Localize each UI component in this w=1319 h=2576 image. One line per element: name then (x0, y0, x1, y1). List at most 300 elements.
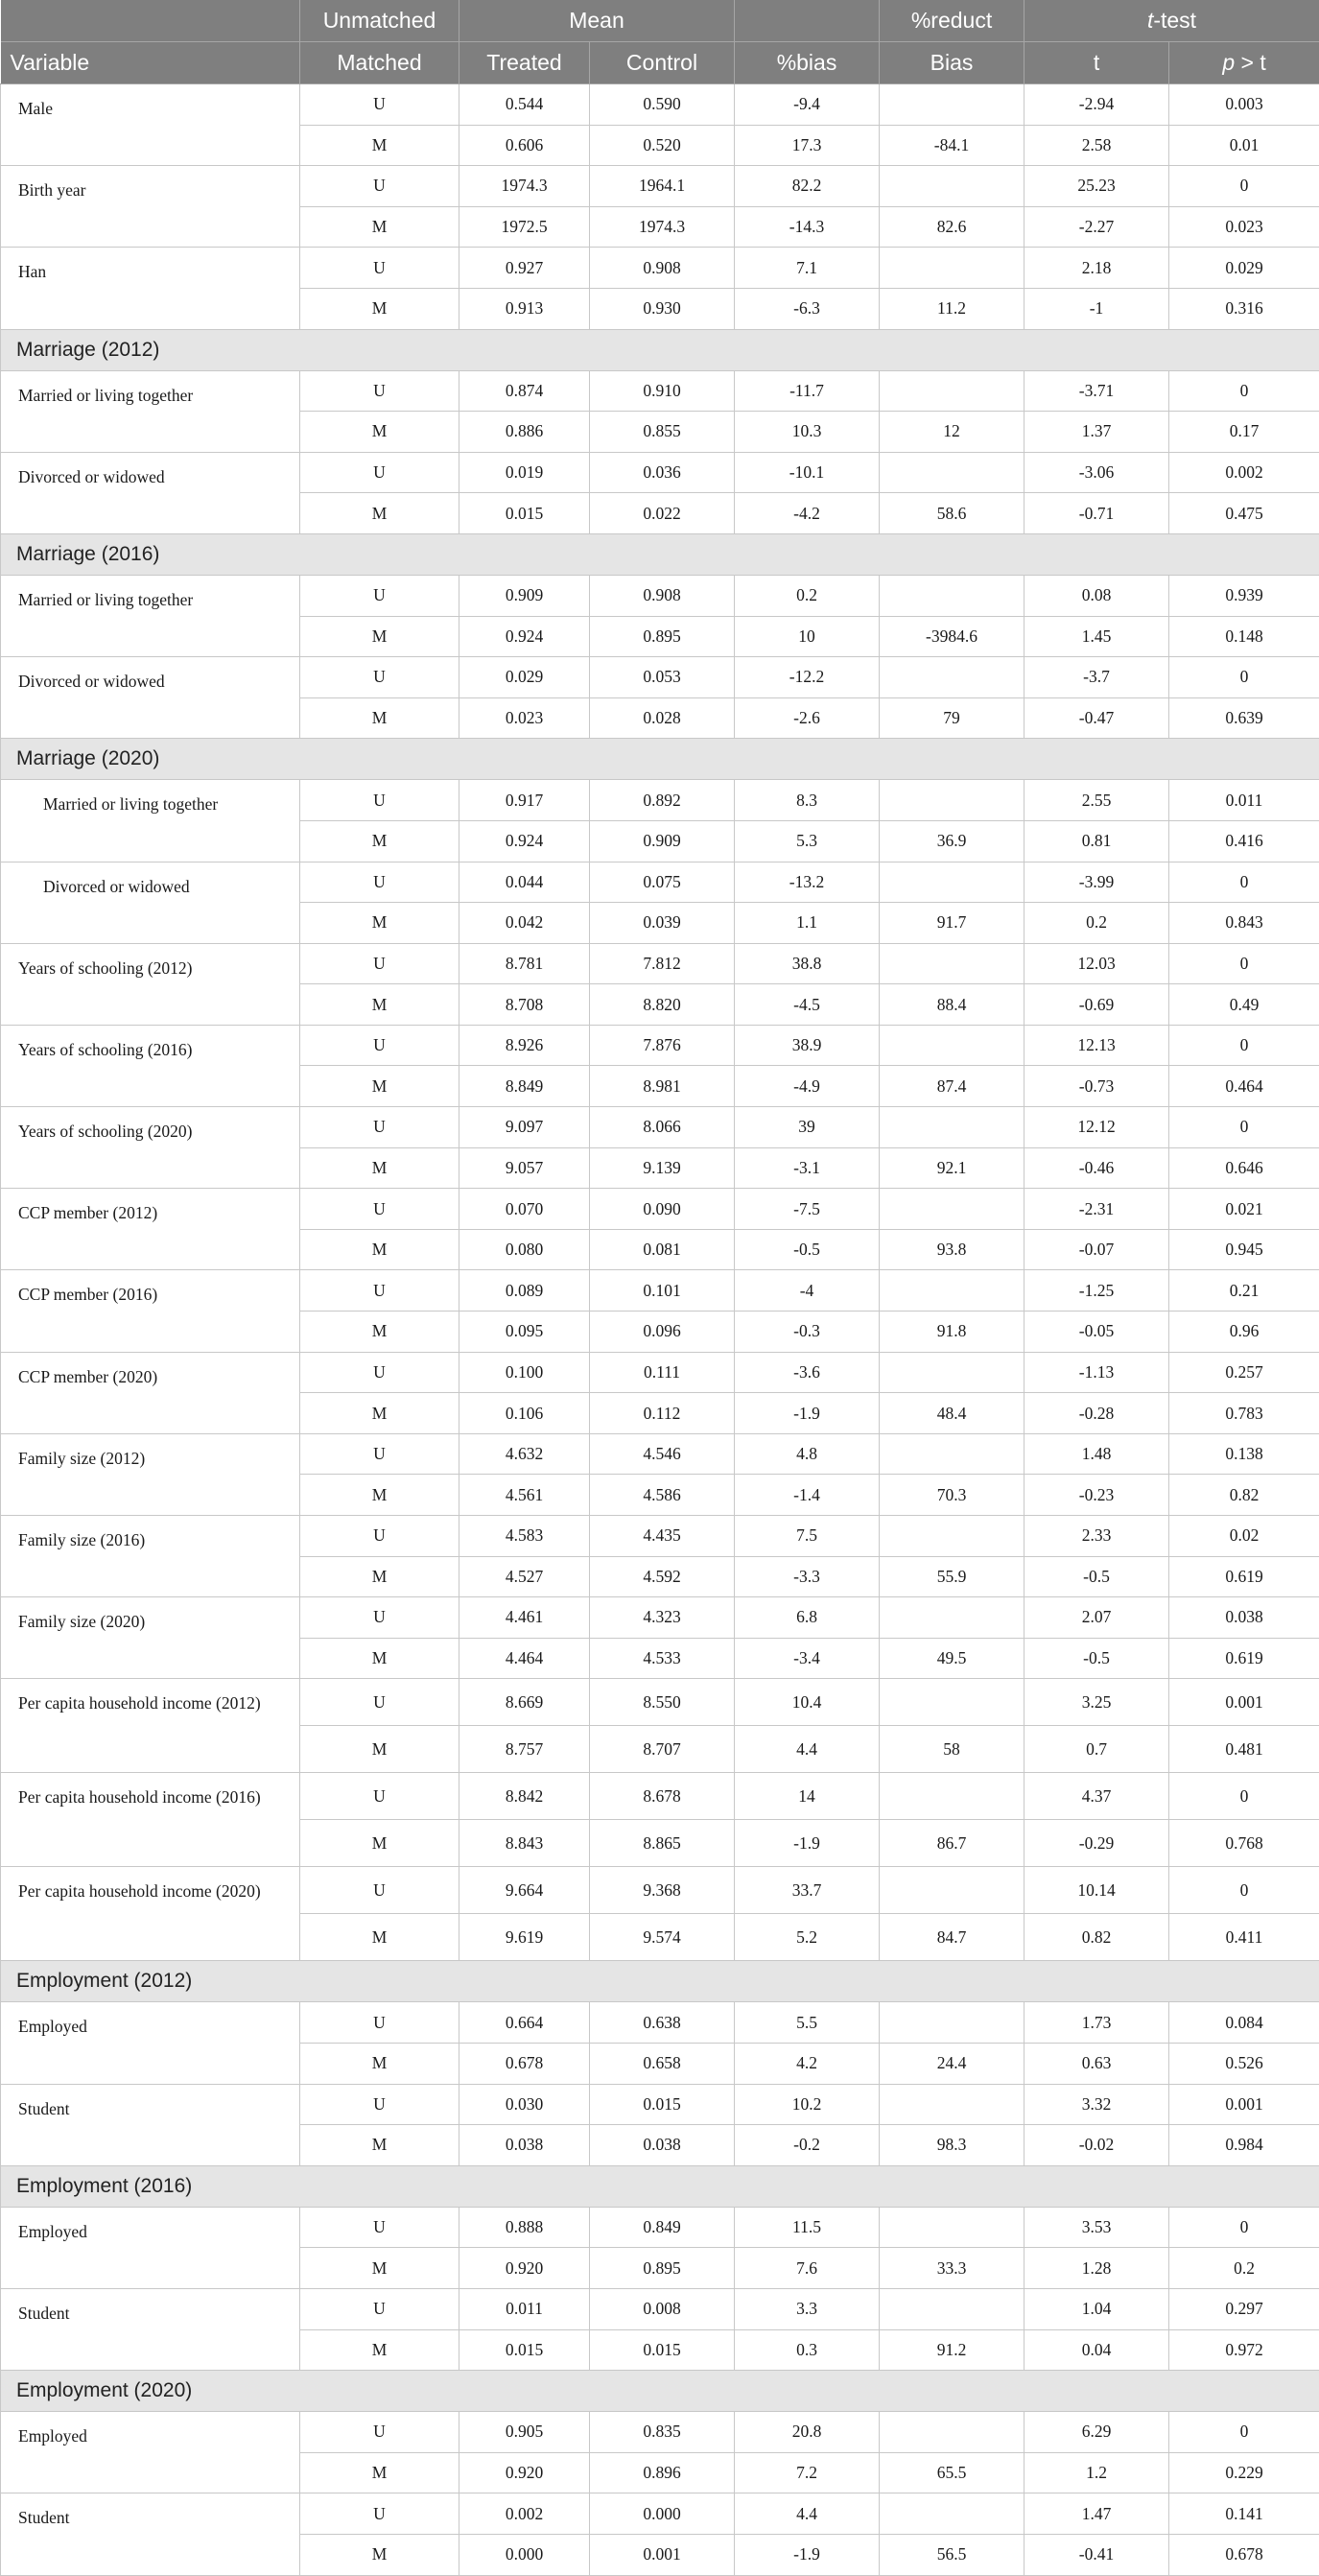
matched-flag: M (300, 2248, 459, 2289)
control-mean: 0.638 (590, 2002, 735, 2044)
header-unmatched: Unmatched (300, 0, 459, 42)
matched-flag: U (300, 452, 459, 493)
control-mean: 4.533 (590, 1638, 735, 1679)
p-value: 0.678 (1169, 2534, 1319, 2575)
treated-mean: 0.000 (459, 2534, 590, 2575)
pct-bias: -14.3 (735, 206, 880, 248)
t-stat: -3.99 (1025, 862, 1169, 903)
pct-bias: 0.2 (735, 575, 880, 616)
p-value: 0.038 (1169, 1597, 1319, 1639)
pct-bias: 10.3 (735, 412, 880, 453)
t-stat: 0.7 (1025, 1726, 1169, 1773)
treated-mean: 4.464 (459, 1638, 590, 1679)
control-mean: 8.707 (590, 1726, 735, 1773)
pct-reduct-bias (880, 2002, 1025, 2044)
pct-reduct-bias (880, 166, 1025, 207)
control-mean: 0.909 (590, 820, 735, 862)
control-mean: 0.895 (590, 2248, 735, 2289)
pct-bias: -4.2 (735, 493, 880, 534)
control-mean: 0.022 (590, 493, 735, 534)
matched-flag: U (300, 657, 459, 698)
t-stat: 3.53 (1025, 2207, 1169, 2248)
control-mean: 0.000 (590, 2493, 735, 2535)
treated-mean: 9.057 (459, 1147, 590, 1189)
treated-mean: 0.606 (459, 125, 590, 166)
pct-bias: -1.9 (735, 1820, 880, 1867)
pct-reduct-bias: 92.1 (880, 1147, 1025, 1189)
t-stat: 4.37 (1025, 1773, 1169, 1820)
pct-bias: 4.4 (735, 2493, 880, 2535)
t-stat: 1.73 (1025, 2002, 1169, 2044)
treated-mean: 0.664 (459, 2002, 590, 2044)
pct-bias: 4.8 (735, 1433, 880, 1475)
control-mean: 0.038 (590, 2125, 735, 2166)
matched-flag: M (300, 2452, 459, 2493)
control-mean: 4.586 (590, 1475, 735, 1516)
p-value: 0.003 (1169, 84, 1319, 126)
treated-mean: 9.097 (459, 1107, 590, 1148)
t-stat: 25.23 (1025, 166, 1169, 207)
t-stat: 12.13 (1025, 1025, 1169, 1066)
pct-reduct-bias (880, 1867, 1025, 1914)
variable-name: Years of schooling (2020) (1, 1107, 300, 1189)
control-mean: 4.323 (590, 1597, 735, 1639)
pct-bias: 3.3 (735, 2288, 880, 2329)
p-value: 0 (1169, 2412, 1319, 2453)
pct-bias: -4.5 (735, 984, 880, 1026)
t-stat: -2.94 (1025, 84, 1169, 126)
t-stat: 6.29 (1025, 2412, 1169, 2453)
treated-mean: 8.708 (459, 984, 590, 1026)
control-mean: 8.820 (590, 984, 735, 1026)
treated-mean: 0.874 (459, 370, 590, 412)
variable-name: Divorced or widowed (1, 657, 300, 739)
pct-reduct-bias (880, 1679, 1025, 1726)
pct-reduct-bias (880, 2207, 1025, 2248)
treated-mean: 0.886 (459, 412, 590, 453)
matched-flag: M (300, 1914, 459, 1961)
section-row (1, 739, 1319, 780)
matched-flag: U (300, 2288, 459, 2329)
pct-bias: -1.9 (735, 2534, 880, 2575)
pct-reduct-bias: 65.5 (880, 2452, 1025, 2493)
pct-reduct-bias: 86.7 (880, 1820, 1025, 1867)
pct-reduct-bias: 91.7 (880, 903, 1025, 944)
matched-flag: M (300, 1066, 459, 1107)
matched-flag: U (300, 1107, 459, 1148)
variable-name: Employed (1, 2207, 300, 2288)
treated-mean: 0.920 (459, 2248, 590, 2289)
p-value: 0 (1169, 370, 1319, 412)
pct-reduct-bias (880, 1107, 1025, 1148)
p-value: 0.526 (1169, 2043, 1319, 2084)
p-value: 0.475 (1169, 493, 1319, 534)
pct-bias: 17.3 (735, 125, 880, 166)
pct-bias: 82.2 (735, 166, 880, 207)
control-mean: 0.111 (590, 1352, 735, 1393)
matched-flag: U (300, 84, 459, 126)
pct-reduct-bias: 91.8 (880, 1312, 1025, 1353)
pct-bias: 7.2 (735, 2452, 880, 2493)
section-label: Marriage (2020) (1, 739, 1319, 780)
t-stat: 2.33 (1025, 1516, 1169, 1557)
matched-flag: M (300, 984, 459, 1026)
header-row-2 (1, 42, 1319, 84)
table-row (1, 1352, 1319, 1393)
p-value: 0.939 (1169, 575, 1319, 616)
treated-mean: 0.019 (459, 452, 590, 493)
t-stat: -0.5 (1025, 1556, 1169, 1597)
p-value: 0 (1169, 1867, 1319, 1914)
pct-bias: 4.4 (735, 1726, 880, 1773)
section-label: Marriage (2012) (1, 329, 1319, 370)
t-stat: 0.08 (1025, 575, 1169, 616)
treated-mean: 8.757 (459, 1726, 590, 1773)
treated-mean: 0.909 (459, 575, 590, 616)
t-stat: 1.37 (1025, 412, 1169, 453)
pct-bias: 0.3 (735, 2329, 880, 2371)
control-mean: 0.112 (590, 1393, 735, 1434)
p-value: 0 (1169, 1107, 1319, 1148)
pct-reduct-bias (880, 1352, 1025, 1393)
control-mean: 4.435 (590, 1516, 735, 1557)
p-value: 0.001 (1169, 2084, 1319, 2125)
pct-reduct-bias (880, 1597, 1025, 1639)
header-blank-cell (1, 0, 300, 42)
control-mean: 9.139 (590, 1147, 735, 1189)
control-mean: 0.896 (590, 2452, 735, 2493)
control-mean: 8.550 (590, 1679, 735, 1726)
treated-mean: 8.842 (459, 1773, 590, 1820)
p-value: 0.96 (1169, 1312, 1319, 1353)
header-reduct: %reduct (880, 0, 1025, 42)
matched-flag: M (300, 697, 459, 739)
table-row (1, 2084, 1319, 2125)
treated-mean: 0.905 (459, 2412, 590, 2453)
control-mean: 0.081 (590, 1229, 735, 1270)
control-mean: 0.908 (590, 248, 735, 289)
header-mean: Mean (459, 0, 735, 42)
pct-reduct-bias (880, 862, 1025, 903)
control-mean: 0.895 (590, 616, 735, 657)
pct-bias: -9.4 (735, 84, 880, 126)
treated-mean: 0.011 (459, 2288, 590, 2329)
pct-bias: -2.6 (735, 697, 880, 739)
header-ttest (1025, 0, 1319, 42)
pct-bias: 7.5 (735, 1516, 880, 1557)
control-mean: 9.574 (590, 1914, 735, 1961)
header-variable: Variable (1, 42, 300, 84)
pct-reduct-bias (880, 1433, 1025, 1475)
variable-name: Per capita household income (2012) (1, 1679, 300, 1773)
pct-reduct-bias: 24.4 (880, 2043, 1025, 2084)
treated-mean: 0.080 (459, 1229, 590, 1270)
t-stat: -0.73 (1025, 1066, 1169, 1107)
treated-mean: 0.920 (459, 2452, 590, 2493)
control-mean: 4.546 (590, 1433, 735, 1475)
table-row (1, 2288, 1319, 2329)
p-value: 0.646 (1169, 1147, 1319, 1189)
pct-reduct-bias: 49.5 (880, 1638, 1025, 1679)
matched-flag: M (300, 1229, 459, 1270)
t-stat: 0.82 (1025, 1914, 1169, 1961)
variable-name: Han (1, 248, 300, 329)
p-value: 0 (1169, 657, 1319, 698)
variable-name: CCP member (2012) (1, 1189, 300, 1270)
section-row (1, 329, 1319, 370)
pct-bias: 10.2 (735, 2084, 880, 2125)
pct-bias: 1.1 (735, 903, 880, 944)
pct-reduct-bias (880, 1516, 1025, 1557)
pct-reduct-bias: 58 (880, 1726, 1025, 1773)
section-row (1, 2165, 1319, 2207)
p-value: 0 (1169, 166, 1319, 207)
header-p-italic: p (1222, 50, 1235, 75)
t-stat: -0.41 (1025, 2534, 1169, 2575)
p-value: 0.148 (1169, 616, 1319, 657)
t-stat: 0.04 (1025, 2329, 1169, 2371)
matched-flag: U (300, 1433, 459, 1475)
matched-flag: M (300, 2043, 459, 2084)
p-value: 0 (1169, 943, 1319, 984)
pct-reduct-bias: 12 (880, 412, 1025, 453)
treated-mean: 0.678 (459, 2043, 590, 2084)
variable-name: Years of schooling (2012) (1, 943, 300, 1025)
t-stat: -1 (1025, 288, 1169, 329)
control-mean: 1964.1 (590, 166, 735, 207)
p-value: 0.49 (1169, 984, 1319, 1026)
section-row (1, 1961, 1319, 2002)
treated-mean: 0.023 (459, 697, 590, 739)
variable-name: Employed (1, 2412, 300, 2493)
matched-flag: M (300, 903, 459, 944)
treated-mean: 4.527 (459, 1556, 590, 1597)
t-stat: 10.14 (1025, 1867, 1169, 1914)
table-row (1, 657, 1319, 698)
pct-bias: -11.7 (735, 370, 880, 412)
treated-mean: 0.030 (459, 2084, 590, 2125)
control-mean: 7.812 (590, 943, 735, 984)
pct-reduct-bias (880, 1189, 1025, 1230)
t-stat: -3.7 (1025, 657, 1169, 698)
treated-mean: 0.927 (459, 248, 590, 289)
control-mean: 0.008 (590, 2288, 735, 2329)
pct-bias: -1.4 (735, 1475, 880, 1516)
treated-mean: 4.461 (459, 1597, 590, 1639)
table-row (1, 1867, 1319, 1914)
pct-bias: -3.3 (735, 1556, 880, 1597)
pct-bias: -3.1 (735, 1147, 880, 1189)
p-value: 0.023 (1169, 206, 1319, 248)
pct-bias: -0.2 (735, 2125, 880, 2166)
matched-flag: M (300, 493, 459, 534)
matched-flag: U (300, 780, 459, 821)
table-row (1, 575, 1319, 616)
pct-reduct-bias: 55.9 (880, 1556, 1025, 1597)
control-mean: 0.039 (590, 903, 735, 944)
treated-mean: 0.042 (459, 903, 590, 944)
control-mean: 8.981 (590, 1066, 735, 1107)
pct-reduct-bias: 88.4 (880, 984, 1025, 1026)
matched-flag: M (300, 2534, 459, 2575)
header-ttest-rest: -test (1153, 8, 1196, 33)
treated-mean: 8.843 (459, 1820, 590, 1867)
section-row (1, 2371, 1319, 2412)
table-row (1, 1433, 1319, 1475)
table-row (1, 452, 1319, 493)
pct-bias: 5.3 (735, 820, 880, 862)
treated-mean: 9.664 (459, 1867, 590, 1914)
matched-flag: M (300, 1820, 459, 1867)
variable-name: Student (1, 2084, 300, 2165)
table-row (1, 370, 1319, 412)
variable-name: Birth year (1, 166, 300, 248)
pct-reduct-bias: 56.5 (880, 2534, 1025, 2575)
table-row (1, 248, 1319, 289)
p-value: 0.481 (1169, 1726, 1319, 1773)
control-mean: 8.066 (590, 1107, 735, 1148)
p-value: 0.2 (1169, 2248, 1319, 2289)
t-stat: -0.28 (1025, 1393, 1169, 1434)
pct-reduct-bias: 82.6 (880, 206, 1025, 248)
pct-bias: -10.1 (735, 452, 880, 493)
p-value: 0.229 (1169, 2452, 1319, 2493)
pct-reduct-bias: 87.4 (880, 1066, 1025, 1107)
control-mean: 0.892 (590, 780, 735, 821)
control-mean: 0.590 (590, 84, 735, 126)
pct-bias: -0.3 (735, 1312, 880, 1353)
treated-mean: 8.781 (459, 943, 590, 984)
p-value: 0.416 (1169, 820, 1319, 862)
matched-flag: M (300, 1638, 459, 1679)
matched-flag: U (300, 370, 459, 412)
treated-mean: 0.002 (459, 2493, 590, 2535)
matched-flag: U (300, 1679, 459, 1726)
pct-bias: 11.5 (735, 2207, 880, 2248)
variable-name: Years of schooling (2016) (1, 1025, 300, 1106)
table-row (1, 943, 1319, 984)
pct-reduct-bias (880, 575, 1025, 616)
treated-mean: 0.029 (459, 657, 590, 698)
table-row (1, 1189, 1319, 1230)
t-stat: 0.2 (1025, 903, 1169, 944)
table-row (1, 1516, 1319, 1557)
t-stat: 2.18 (1025, 248, 1169, 289)
t-stat: -0.46 (1025, 1147, 1169, 1189)
pct-bias: 7.1 (735, 248, 880, 289)
table-row (1, 862, 1319, 903)
matched-flag: M (300, 616, 459, 657)
pct-reduct-bias (880, 1773, 1025, 1820)
t-stat: 1.45 (1025, 616, 1169, 657)
p-value: 0.138 (1169, 1433, 1319, 1475)
treated-mean: 0.015 (459, 2329, 590, 2371)
t-stat: 1.28 (1025, 2248, 1169, 2289)
pct-bias: 5.5 (735, 2002, 880, 2044)
t-stat: -3.71 (1025, 370, 1169, 412)
t-stat: -1.13 (1025, 1352, 1169, 1393)
pct-bias: 8.3 (735, 780, 880, 821)
matched-flag: U (300, 943, 459, 984)
pct-bias: -1.9 (735, 1393, 880, 1434)
variable-name: CCP member (2016) (1, 1270, 300, 1352)
variable-name: CCP member (2020) (1, 1352, 300, 1433)
pct-reduct-bias (880, 2493, 1025, 2535)
pct-reduct-bias: 11.2 (880, 288, 1025, 329)
treated-mean: 0.924 (459, 616, 590, 657)
control-mean: 0.908 (590, 575, 735, 616)
header-bias: %bias (735, 42, 880, 84)
treated-mean: 4.583 (459, 1516, 590, 1557)
variable-name: Employed (1, 2002, 300, 2084)
pct-reduct-bias: -3984.6 (880, 616, 1025, 657)
t-stat: 1.47 (1025, 2493, 1169, 2535)
control-mean: 0.835 (590, 2412, 735, 2453)
pct-reduct-bias (880, 2084, 1025, 2125)
pct-reduct-bias: 48.4 (880, 1393, 1025, 1434)
matched-flag: M (300, 1147, 459, 1189)
table-row (1, 84, 1319, 126)
matched-flag: M (300, 2329, 459, 2371)
control-mean: 9.368 (590, 1867, 735, 1914)
pct-reduct-bias: 70.3 (880, 1475, 1025, 1516)
p-value: 0.021 (1169, 1189, 1319, 1230)
t-stat: 3.25 (1025, 1679, 1169, 1726)
header-p (1169, 42, 1319, 84)
control-mean: 8.678 (590, 1773, 735, 1820)
table-row (1, 1679, 1319, 1726)
t-stat: -0.05 (1025, 1312, 1169, 1353)
p-value: 0.945 (1169, 1229, 1319, 1270)
matched-flag: M (300, 125, 459, 166)
t-stat: 1.48 (1025, 1433, 1169, 1475)
t-stat: 12.03 (1025, 943, 1169, 984)
p-value: 0.01 (1169, 125, 1319, 166)
pct-reduct-bias (880, 248, 1025, 289)
t-stat: 0.63 (1025, 2043, 1169, 2084)
t-stat: -0.69 (1025, 984, 1169, 1026)
pct-bias: 4.2 (735, 2043, 880, 2084)
treated-mean: 8.849 (459, 1066, 590, 1107)
t-stat: -0.29 (1025, 1820, 1169, 1867)
matched-flag: U (300, 2207, 459, 2248)
treated-mean: 0.924 (459, 820, 590, 862)
p-value: 0.619 (1169, 1638, 1319, 1679)
header-bias2: Bias (880, 42, 1025, 84)
treated-mean: 0.044 (459, 862, 590, 903)
treated-mean: 0.095 (459, 1312, 590, 1353)
matched-flag: M (300, 412, 459, 453)
control-mean: 0.101 (590, 1270, 735, 1312)
header-treated: Treated (459, 42, 590, 84)
control-mean: 0.036 (590, 452, 735, 493)
t-stat: 2.07 (1025, 1597, 1169, 1639)
treated-mean: 0.544 (459, 84, 590, 126)
table-body (1, 84, 1319, 2576)
pct-reduct-bias (880, 370, 1025, 412)
section-label: Marriage (2016) (1, 533, 1319, 575)
header-blank-cell (735, 0, 880, 42)
header-matched: Matched (300, 42, 459, 84)
pct-bias: 33.7 (735, 1867, 880, 1914)
variable-name: Student (1, 2493, 300, 2575)
pct-bias: 10 (735, 616, 880, 657)
variable-name: Divorced or widowed (1, 452, 300, 533)
treated-mean: 0.917 (459, 780, 590, 821)
table-row (1, 166, 1319, 207)
pct-reduct-bias: 98.3 (880, 2125, 1025, 2166)
pct-bias: -7.5 (735, 1189, 880, 1230)
